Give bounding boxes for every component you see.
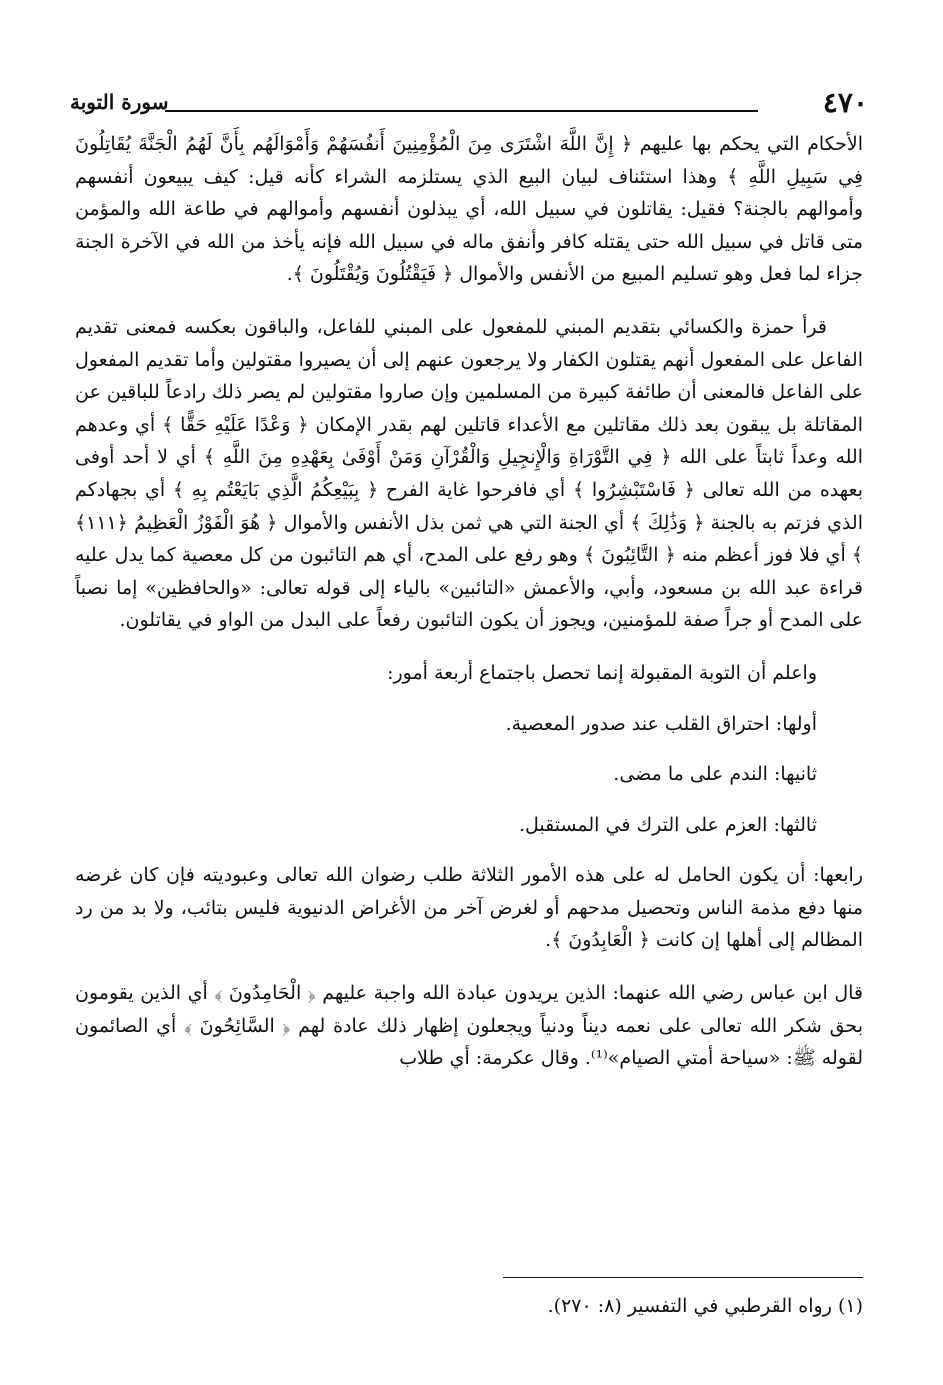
paragraph-1: الأحكام التي يحكم بها عليهم ﴿ إِنَّ اللَّهَ اشْتَرَى مِنَ الْمُؤْمِنِينَ أَنفُسَهُمْ وَأَمْوَالَهُم بِأَنَّ لَهُمُ الْجَنَّةَ يُقَاتِلُونَ فِي سَبِيلِ اللَّهِ ﴾ وهذا استئناف لبيان البيع الذي يستلزمه الشراء كأنه قيل: كيف يبيعون أنفسهم وأموالهم بالجنة؟ فقيل: يقاتلون في سبيل الله، أي يبذلون أنفسهم وأموالهم في طاعة الله والمؤمن متى قاتل في سبيل الله حتى يقتله كافر وأنفق ماله في سبيل الله فإنه يأخذ من الله في الآخرة الجنة جزاء لما فعل وهو تسليم المبيع من الأنفس والأموال ﴿ فَيَقْتُلُونَ وَيُقْتَلُونَ ﴾. <box>75 133 863 286</box>
footnote-marker: (١) <box>837 1295 863 1317</box>
footnote-text: رواه القرطبي في التفسير (٨: ٢٧٠). <box>547 1295 832 1317</box>
footnote-separator <box>503 1277 863 1278</box>
condition-third: ثالثها: العزم على الترك في المستقبل. <box>518 813 817 836</box>
paragraph-ibn-abbas: قال ابن عباس رضي الله عنهما: الذين يريدون عبادة الله واجبة عليهم ﴿ الْحَامِدُونَ ﴾ أي الذين يقومون بحق شكر الله تعالى على نعمه ديناً ودنياً ويجعلون إظهار ذلك عادة لهم ﴿ السَّائِحُونَ ﴾ أي الصائمون لقوله ﷺ: «سياحة أمتي الصيام»⁽¹⁾. وقال عكرمة: أي طلاب <box>75 982 863 1070</box>
page-body <box>75 128 863 1085</box>
footnote <box>75 1292 863 1320</box>
paragraph-2: قرأ حمزة والكسائي بتقديم المبني للمفعول على المبني للفاعل، والباقون بعكسه فمعنى تقديم الفاعل على المفعول أنهم يقتلون الكفار ولا يرجعون عنهم إلى أن يصيروا مقتولين وأما تقديم المفعول على الفاعل فالمعنى أن طائفة كبيرة من المسلمين وإن صاروا مقتولين لم يصر ذلك رادعاً للباقين عن المقاتلة بل يبقون بعد ذلك مقاتلين مع الأعداء قاتلين لهم بقدر الإمكان ﴿ وَعْدًا عَلَيْهِ حَقًّا ﴾ أي وعدهم الله وعداً ثابتاً على الله ﴿ فِي التَّوْرَاةِ وَالْإِنجِيلِ وَالْقُرْآنِ وَمَنْ أَوْفَىٰ بِعَهْدِهِ مِنَ اللَّهِ ﴾ أي لا أحد أوفى بعهده من الله تعالى ﴿ فَاسْتَبْشِرُوا ﴾ أي فافرحوا غاية الفرح ﴿ بِبَيْعِكُمُ الَّذِي بَايَعْتُم بِهِ ﴾ أي بجهادكم الذي فزتم به بالجنة ﴿ وَذَٰلِكَ ﴾ أي الجنة التي هي ثمن بذل الأنفس والأموال ﴿ هُوَ الْفَوْزُ الْعَظِيمُ ﴿١١١﴾ ﴾ أي فلا فوز أعظم منه ﴿ التَّائِبُونَ ﴾ وهو رفع على المدح، أي هم التائبون من كل معصية كما يدل عليه قراءة عبد الله بن مسعود، وأبي، والأعمش «التائبين» بالياء إلى قوله تعالى: «والحافظين» إما نصباً على المدح أو جراً صفة للمؤمنين، ويجوز أن يكون التائبون رفعاً على البدل من الواو في يقاتلون. <box>75 315 863 632</box>
condition-first: أولها: احتراق القلب عند صدور المعصية. <box>505 712 817 735</box>
page-number: ٤٧٠ <box>822 86 868 119</box>
condition-fourth: رابعها: أن يكون الحامل له على هذه الأمور الثلاثة طلب رضوان الله تعالى وعبوديته فإن كان غرضه منها دفع مذمة الناس وتحصيل مدحهم أو لغرض آخر من الأغراض الدنيوية فليس بتائب، ولا بد من رد المظالم إلى أهلها إن كانت ﴿ الْعَابِدُونَ ﴾. <box>75 864 863 952</box>
condition-second: ثانيها: الندم على ما مضى. <box>613 763 817 786</box>
surah-name: سورة التوبة <box>70 90 169 114</box>
header-rule <box>165 110 758 112</box>
page-header <box>70 86 868 126</box>
paragraph-intro-conditions: واعلم أن التوبة المقبولة إنما تحصل باجتماع أربعة أمور: <box>387 661 817 684</box>
